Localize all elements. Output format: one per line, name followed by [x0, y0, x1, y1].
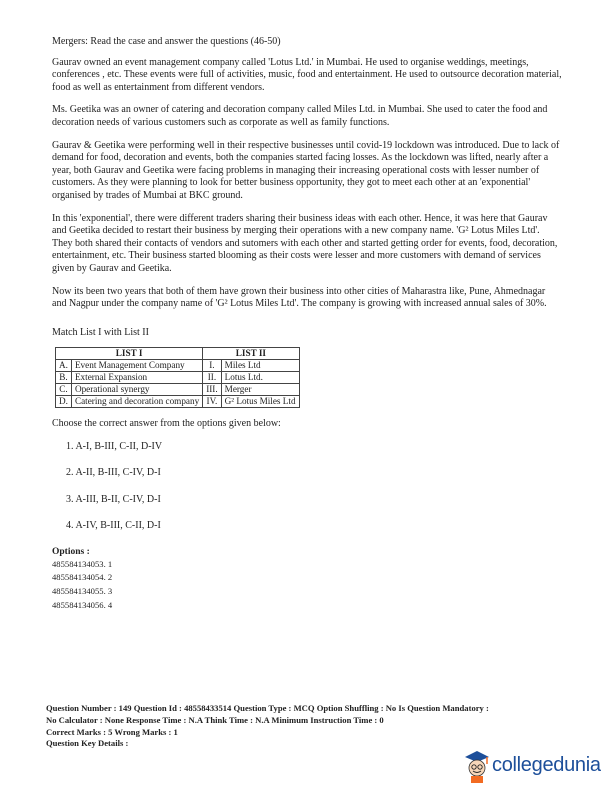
answer-option-2[interactable]: 2. A-II, B-III, C-IV, D-I — [66, 467, 161, 479]
list-2-key: I. — [203, 360, 221, 372]
option-id-2: 485584134054. 2 — [52, 572, 113, 583]
list-2-key: II. — [203, 372, 221, 384]
list-1-key: C. — [56, 384, 72, 396]
list-1-key: A. — [56, 360, 72, 372]
answer-option-3[interactable]: 3. A-III, B-II, C-IV, D-I — [66, 493, 161, 505]
meta-line-1: Question Number : 149 Question Id : 48558433514 Question Type : MCQ Option Shuffling : No Is Question Mandatory : — [46, 703, 489, 713]
list-1-header: LIST I — [56, 348, 203, 360]
collegedunia-logo — [462, 748, 612, 786]
case-paragraph-4: In this 'exponential', there were different traders sharing their business ideas with each other. Hence, it was here that Gaurav and Geetika decided to restart their business by merging their operations with a new company name. 'G² Lotus Miles Ltd'. They both shared their contacts of vendors and sutomers with each other and started getting order for events, food, decoration, entertainment, etc. Their business started blooming as their costs were lesser and more customers with demand of services given by Gaurav and Geetika. — [52, 212, 558, 274]
option-id-3: 485584134055. 3 — [52, 586, 113, 597]
list-2-value: Miles Ltd — [221, 360, 299, 372]
list-2-key: IV. — [203, 396, 221, 408]
options-label: Options : — [52, 546, 90, 557]
option-id-1: 485584134053. 1 — [52, 558, 113, 569]
table-row — [56, 384, 300, 396]
answer-option-4[interactable]: 4. A-IV, B-III, C-II, D-I — [66, 520, 161, 532]
logo-text: collegedunia — [492, 754, 601, 776]
meta-line-3: Correct Marks : 5 Wrong Marks : 1 — [46, 726, 178, 737]
list-1-key: D. — [56, 396, 72, 408]
list-1-value: Event Management Company — [71, 360, 202, 372]
list-2-header: LIST II — [203, 348, 299, 360]
question-meta — [46, 703, 586, 750]
list-2-value: G² Lotus Miles Ltd — [221, 396, 299, 408]
case-paragraph-3: Gaurav & Geetika were performing well in their respective businesses until covid-19 lockdown was introduced. Due to lack of demand for food, decoration and events, both the companies started facing losses. As the lockdown was lifted, nearly after a year, both Gaurav and Geetika were facing problems in managing their increasing operational costs with lesser number of customers. As they were planning to look for better business opportunity, they got to meet each other at an 'exponential' organised by trades of Mumbai at BKC ground. — [52, 139, 560, 201]
table-row — [56, 360, 300, 372]
option-id-4: 485584134056. 4 — [52, 599, 113, 610]
table-row — [56, 372, 300, 384]
list-2-value: Merger — [221, 384, 299, 396]
question-page — [52, 36, 562, 613]
list-1-key: B. — [56, 372, 72, 384]
table-row — [56, 396, 300, 408]
list-1-value: Catering and decoration company — [71, 396, 202, 408]
answer-option-1[interactable]: 1. A-I, B-III, C-II, D-IV — [66, 440, 163, 452]
match-table — [55, 347, 300, 408]
case-paragraph-1: Gaurav owned an event management company called 'Lotus Ltd.' in Mumbai. He used to organise weddings, meetings, conferences , etc. These events were full of activities, music, food and entertainment. He used to outsource decoration material, food as well as entertainment from different vendors. — [52, 56, 562, 93]
meta-line-2: No Calculator : None Response Time : N.A Think Time : N.A Minimum Instruction Time : 0 — [46, 714, 384, 725]
graduate-mascot-icon — [462, 748, 492, 784]
case-heading: Mergers: Read the case and answer the questions (46-50) — [52, 36, 281, 47]
meta-line-4: Question Key Details : — [46, 738, 129, 749]
choose-instruction: Choose the correct answer from the options given below: — [52, 418, 281, 430]
case-paragraph-2: Ms. Geetika was an owner of catering and decoration company called Miles Ltd. in Mumbai. She used to cater the food and decoration needs of various customers such as corporate as well as family functions. — [52, 104, 548, 128]
match-table-header — [56, 348, 300, 360]
match-title: Match List I with List II — [52, 326, 149, 338]
list-1-value: External Expansion — [71, 372, 202, 384]
list-2-value: Lotus Ltd. — [221, 372, 299, 384]
case-paragraph-5: Now its been two years that both of them have grown their business into other cities of Maharastra like, Pune, Ahmednagar and Nagpur under the company name of 'G² Lotus Miles Ltd'. The company is growing with increased annual sales of 30%. — [52, 285, 547, 310]
list-1-value: Operational synergy — [71, 384, 202, 396]
list-2-key: III. — [203, 384, 221, 396]
